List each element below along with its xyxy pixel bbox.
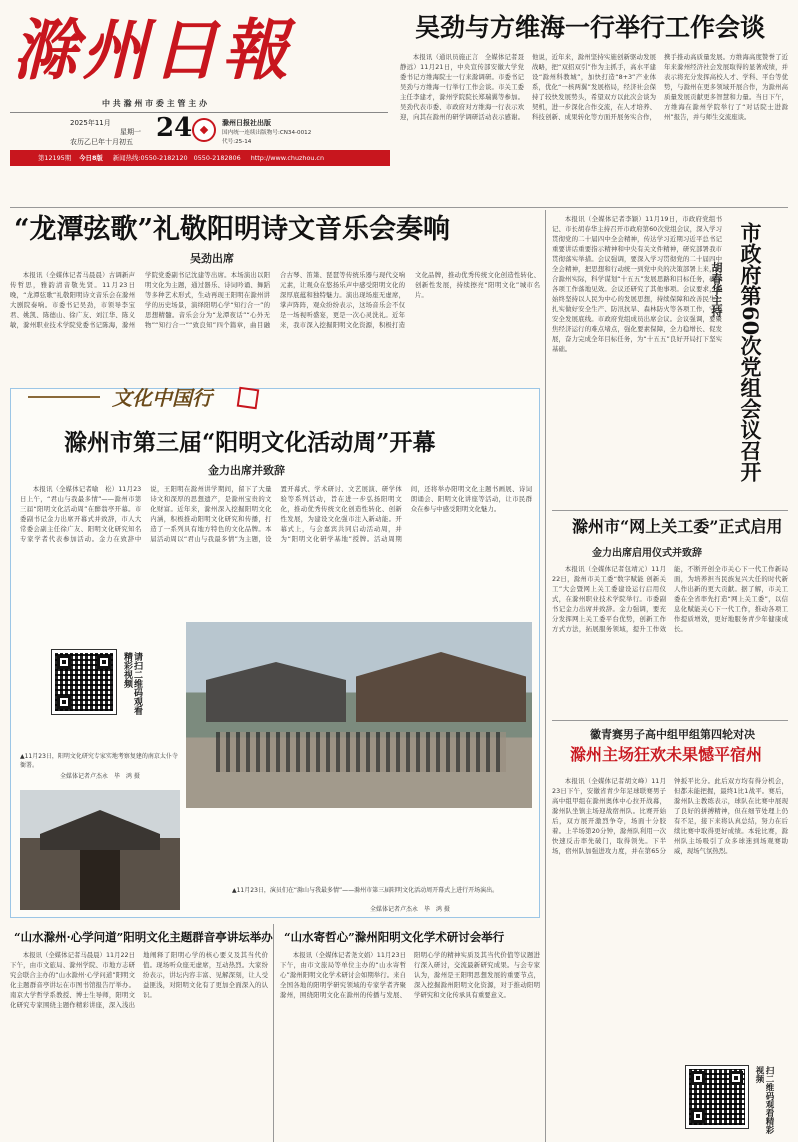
culture-headline: 滁州市第三届“阳明文化活动周”开幕 bbox=[64, 429, 436, 456]
photo2-credit: 全媒体记者卢杰永 毕 鸿 摄 bbox=[370, 906, 450, 913]
postal-code: 代号:25-14 bbox=[222, 139, 252, 145]
news-hotline: 新闻热线:0550-2182120 bbox=[112, 154, 188, 162]
newspaper-logo: 滁州日報 bbox=[12, 11, 292, 89]
football-headline: 滁州主场狂欢未果憾平宿州 bbox=[570, 745, 763, 764]
office-top-rule bbox=[552, 510, 788, 511]
masthead-emblem bbox=[192, 118, 216, 142]
office-body bbox=[552, 564, 788, 714]
football-body-text: 本报讯（全媒体记者胡文峰）11月23日下午，安徽省青少年足球联赛男子高中组甲组在滁州奥体中心拉开战幕，滁州队坐镇主场迎战宿州队。比赛开始后，双方展开激烈争夺，场面十分胶着。上半场第20分钟，滁州队利用一次快速反击率先破门，取得领先。下半场，宿州队加强进攻力度，并在第65分钟扳平比分。此后双方均有得分机会，但都未能把握，最终1比1战平。赛后，滁州队主教练表示，球队在比赛中展现了良好的拼搏精神，但在细节处理上仍有不足，接下来将认真总结，努力在后续比赛中取得更好成绩。本轮比赛，滁州队主场吸引了众多球迷到场观赛助威，现场气氛热烈。 bbox=[552, 777, 788, 855]
top-divider bbox=[10, 207, 788, 208]
seminar-headline: “山水寄哲心”滁州阳明文化学术研讨会举行 bbox=[284, 930, 505, 944]
party-headline: 市政府第60次党组会议召开 bbox=[738, 222, 763, 483]
culture-subtitle: 金力出席并致辞 bbox=[208, 464, 285, 477]
lead-headline: 吴劲与方维海一行举行工作会谈 bbox=[415, 13, 766, 42]
masthead bbox=[10, 6, 388, 146]
mid-vertical-rule bbox=[545, 210, 546, 1142]
culture-banner bbox=[28, 382, 278, 416]
football-kicker: 徽青赛男子高中组甲组第四轮对决 bbox=[590, 728, 755, 741]
photo2-caption: ▲11月23日，演员们在“滁山与我最多情”——滁州市第三届阳明文化活动周开幕式上进行开场演出。 bbox=[232, 887, 499, 894]
info-bar bbox=[10, 150, 390, 166]
lunar-date: 农历乙巳年十月初五 bbox=[70, 138, 133, 146]
forum-headline: “山水滁州·心学问道”阳明文化主题群音亭讲坛举办 bbox=[14, 930, 273, 944]
photo-gate bbox=[20, 790, 180, 910]
culture-body-text: 本报讯（全媒体记者喻 松）11月23日上午，“君山与我最多情”——滁州市第三届“阳明文化活动周”在醉翁亭开幕。市委副书记金力出席开幕式并致辞，市人大常委会副主任徐广友、阳明文化研究知名专家学者代表参加活动。金力在致辞中说，王阳明在滁州讲学期间，留下了大量诗文和深厚的思想遗产，是滁州宝贵的文化财富。近年来，滁州深入挖掘阳明文化内涵，积极推动阳明文化研究和传播，打造了一系列具有地方特色的文化品牌。本届活动周以“君山与我最多情”为主题，设置开幕式、学术研讨、文艺展演、研学体验等系列活动，旨在进一步弘扬阳明文化，推动优秀传统文化创造性转化、创新性发展，为建设文化强市注入新动能。开幕式上，与会嘉宾共同启动活动周，并为“阳明文化研学基地”授牌。活动周期间，还将举办阳明文化主题书画展、诗词朗诵会、阳明文化讲座等活动，让市民群众在参与中感受阳明文化魅力。 bbox=[20, 485, 532, 543]
forum-body bbox=[10, 950, 268, 1136]
date-line: 2025年11月 bbox=[70, 119, 111, 127]
party-line: 中 共 滁 州 市 委 主 管 主 办 bbox=[102, 99, 208, 108]
culture-qr-code[interactable] bbox=[52, 650, 116, 714]
party-body-text: 本报讯（全媒体记者李颖）11月19日，市政府党组书记、市长胡春华主持召开市政府第60次党组会议，深入学习贯彻党的二十届四中全会精神，传达学习近期习近平总书记重要讲话重要指示精神和中央有关文件精神，研究部署我市贯彻落实举措。会议强调，要深入学习贯彻党的二十届四中全会精神，把思想和行动统一到党中央的决策部署上来，结合滁州实际，科学谋划“十五五”发展思路和目标任务，确保各项工作落地见效。会议还研究了其他事项。会议要求，要始终坚持以人民为中心的发展思想，持续保障和改善民生，扎实做好安全生产、防汛抗旱、森林防火等各项工作，守牢安全发展底线。市政府党组成员出席会议。会议强调，要聚焦经济运行的难点堵点，强化要素保障，全力稳增长、促发展，奋力完成全年目标任务，为“十五五”良好开局打下坚实基础。 bbox=[552, 215, 722, 353]
banner-title: 文化中国行 bbox=[112, 386, 212, 410]
football-top-rule bbox=[552, 720, 788, 721]
lead-body bbox=[400, 52, 788, 204]
photo1-caption: ▲11月23日，阳明文化研究专家实地考察复建的南京太仆寺衙署。 bbox=[20, 753, 178, 769]
issue-number: 第12195期 bbox=[38, 154, 72, 162]
photo-courtyard bbox=[186, 622, 532, 808]
lead-body-text: 本报讯（通讯员施正言 全媒体记者聂静远）11月21日，中央宣传部安徽大学党委书记方维海院士一行来滁调研。市委书记吴劲与方维海一行举行工作会谈。市关工委主任李建才，滁州学院院长郑瑞翼等参加。吴劲代表市委、市政府对方维海一行表示欢迎，向其在滁州的研学调研活动表示感谢。他说，近年来，滁州坚持实施创新驱动发展战略，把“双招双引”作为主抓手，高水平建设“滁州科教城”，加快打造“8+3”产业体系，优化“一核两翼”发展格局，经济社会保持了较快发展势头，希望双方以此次会谈为契机，进一步深化合作交流，在人才培养、科技创新、成果转化等方面开展务实合作，携手推动高质量发展。方维海高度赞誉了近年来滁州经济社会发展取得的显著成绩，并表示将充分发挥高校人才、学科、平台等优势，与滁州在更多领域开展合作，为滁州高质量发展贡献更多智慧和力量。当日下午，方维海在滁州学院举行了“对话院士进滁州”报告，并与师生交流座谈。 bbox=[400, 53, 788, 121]
banner-flourish-icon bbox=[28, 396, 100, 398]
culture-body bbox=[20, 484, 532, 616]
publisher: 滁州日报社出版 bbox=[222, 119, 271, 127]
photo1-credit: 全媒体记者卢杰永 毕 鸿 摄 bbox=[60, 773, 140, 780]
football-qr-code[interactable] bbox=[686, 1066, 748, 1128]
date-day: 24 bbox=[156, 113, 193, 143]
culture-qr-label: 请扫二维码观看精彩视频 bbox=[122, 652, 142, 715]
banner-seal-icon bbox=[237, 387, 260, 410]
office-body-text: 本报讯（全媒体记者包靖元）11月22日，滁州市关工委“数字赋能 创新关工”大会暨网上关工委建设运行启用仪式，在滁州职业技术学院举行。市委副书记金力出席并致辞。金力强调，要充分发挥网上关工委平台优势，创新工作方式方法，拓展服务领域，提升工作效能，不断开创全市关心下一代工作新局面，为培养担当民族复兴大任的时代新人作出新的更大贡献。据了解，市关工委在全省率先打造“网上关工委”，以信息化赋能关心下一代工作，推动各项工作提质增效，更好地服务青少年健康成长。 bbox=[552, 565, 788, 633]
seminar-body bbox=[280, 950, 540, 1136]
music-body-text: 本报讯（全媒体记者马晨晨）古调新声传哲思，雅韵清音敬先贤。11月23日晚，“龙潭弦歌”礼敬阳明诗文音乐会在滁州大剧院奏响。市委书记吴劲，市领导李宝君、姚凯、陈德山、徐广友、刘江华、陈义敏，滁州职业技术学院党委书记陈海，滁州学院党委副书记沈建等出席。本场演出以阳明文化为主题，通过器乐、诗词吟诵、舞蹈等多种艺术形式，生动再现王阳明在滁州讲学的历史场景，演绎阳明心学“知行合一”的思想精髓。音乐会分为“龙潭夜话”“心外无物”“知行合一”“致良知”四个篇章，曲目融合古琴、笛箫、琵琶等传统乐器与现代交响元素，让观众在悠扬乐声中感受阳明文化的深厚底蕴和独特魅力。演出现场座无虚席，掌声阵阵，观众纷纷表示，这场音乐会不仅是一场视听盛宴，更是一次心灵洗礼。近年来，我市深入挖掘阳明文化资源，积极打造文化品牌，推动优秀传统文化创造性转化、创新性发展，持续擦亮“阳明文化”城市名片。 bbox=[10, 271, 540, 329]
page-count: 今日8版 bbox=[79, 154, 103, 162]
music-subtitle: 吴劲出席 bbox=[190, 252, 234, 265]
forum-seminar-rule bbox=[273, 924, 274, 1142]
weekday: 星期一 bbox=[120, 128, 141, 136]
office-subtitle: 金力出席启用仪式并致辞 bbox=[592, 548, 702, 559]
music-body bbox=[10, 270, 540, 380]
masthead-rule bbox=[10, 112, 388, 113]
cn-number: 国内统一连续出版物号:CN34-0012 bbox=[222, 130, 312, 136]
office-headline: 滁州市“网上关工委”正式启用 bbox=[572, 517, 783, 536]
music-headline: “龙潭弦歌”礼敬阳明诗文音乐会奏响 bbox=[14, 214, 451, 245]
forum-body-text: 本报讯（全媒体记者马晨晨）11月22日下午，由市文旅局、滁州学院、市地方志研究会联合主办的“山水滁州·心学问道”阳明文化主题群音亭讲坛在市图书馆报告厅举办。南京大学哲学系教授、博士生导师，阳明文化研究专家围绕主题作精彩讲座，深入浅出地阐释了阳明心学的核心要义及其当代价值。现场听众座无虚席，互动热烈。大家纷纷表示，讲坛内容丰富、见解深刻，让人受益匪浅，对阳明文化有了更加全面深入的认识。 bbox=[10, 951, 268, 1009]
party-subtitle: 胡春华主持 bbox=[710, 262, 723, 317]
ad-hotline: 0550-2182806 bbox=[193, 154, 241, 162]
website-link[interactable]: http://www.chuzhou.cn bbox=[250, 154, 324, 162]
seminar-body-text: 本报讯（全媒体记者尧文娟）11月23日下午，由市文旅局等单位主办的“山水寄哲心”滁州阳明文化学术研讨会如期举行。来自全国各地的阳明学研究领域的专家学者齐聚滁州，围绕阳明文化在滁州的传播与发展、阳明心学的精神实质及其当代价值等议题进行深入研讨，交流最新研究成果。与会专家认为，滁州是王阳明思想发展的重要节点，深入挖掘滁州阳明文化资源，对于推动阳明学研究和文化传承具有重要意义。 bbox=[280, 951, 540, 999]
football-qr-label: 扫二维码观看精彩视频 bbox=[754, 1066, 774, 1134]
football-body bbox=[552, 776, 788, 1136]
